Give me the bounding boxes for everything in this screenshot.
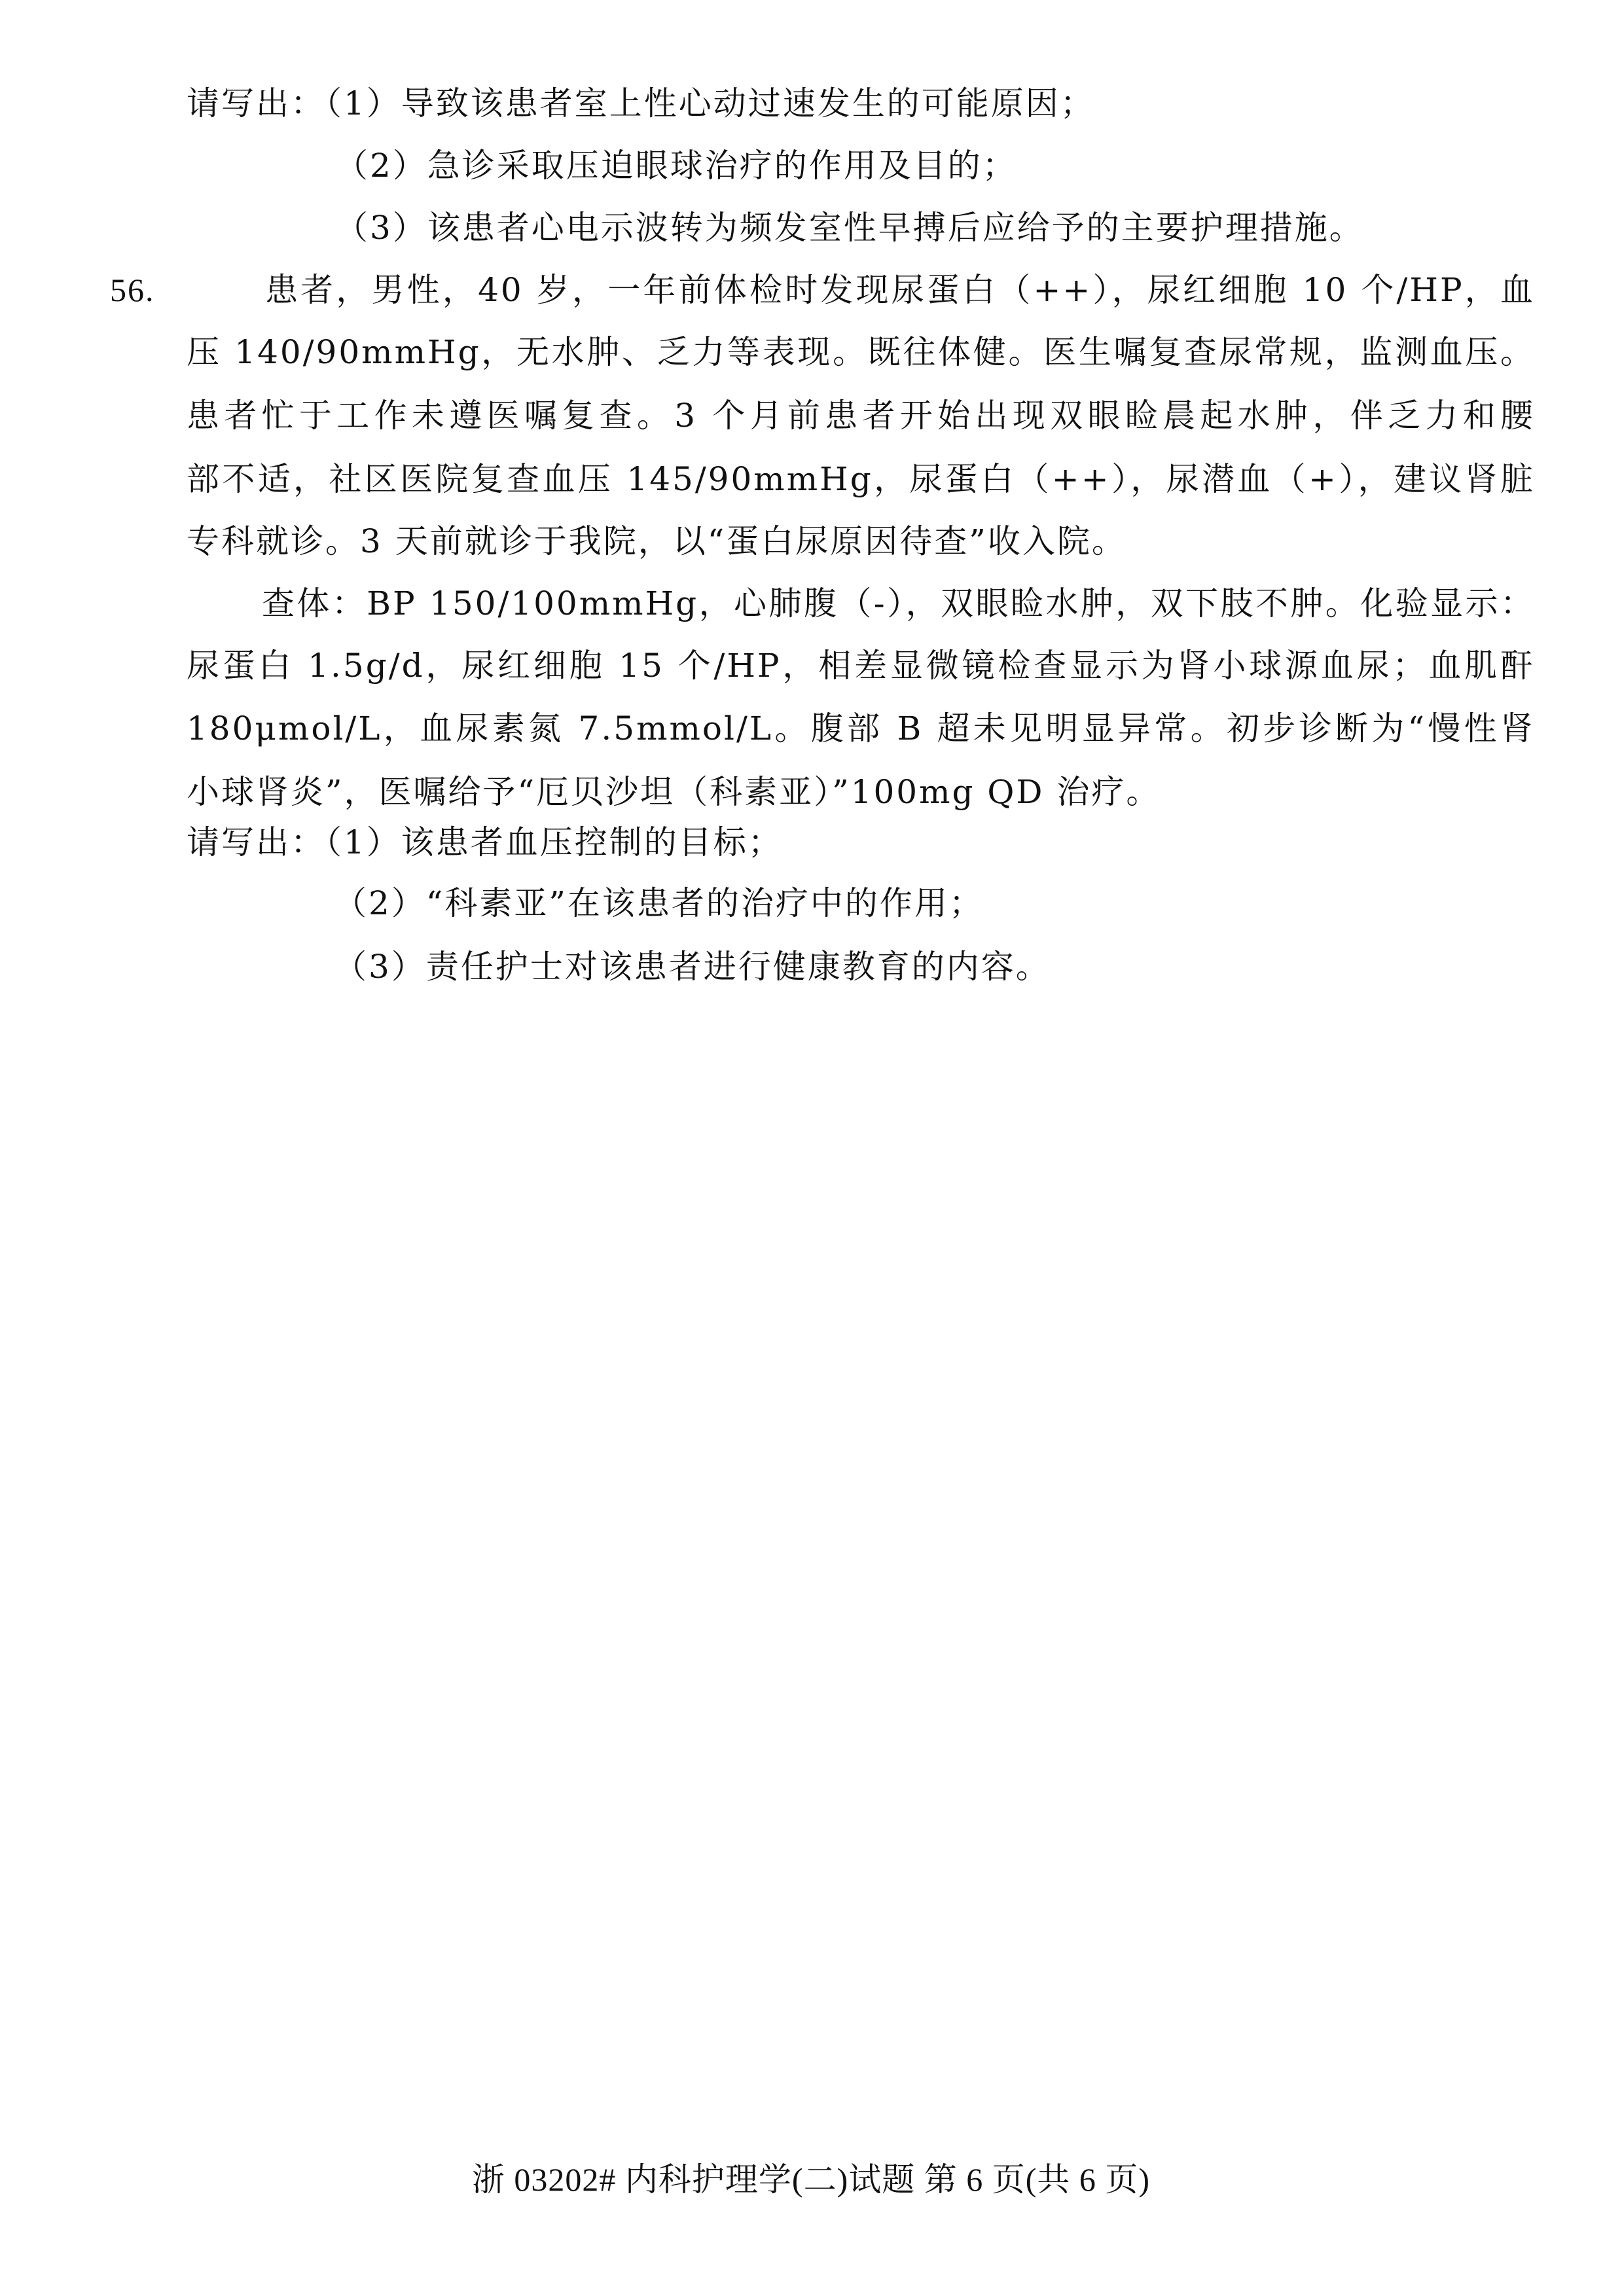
- prompt-item-3: （3）责任护士对该患者进行健康教育的内容。: [334, 948, 1051, 986]
- prev-question-prompt-1: [187, 84, 1095, 123]
- q56-para2-line-1: 查体：BP 150/100mmHg，心肺腹（-），双眼睑水肿，双下肢不肿。化验显示：: [262, 584, 1535, 622]
- prev-question-prompt-2: [335, 146, 1017, 185]
- prompt-item-2: （2）急诊采取压迫眼球治疗的作用及目的；: [335, 147, 1017, 185]
- q56-para1-line-4: 部不适，社区医院复查血压 145/90mmHg，尿蛋白（++），尿潜血（+），建议肾脏: [187, 460, 1535, 498]
- prompt-item-1: （1）该患者血压控制的目标；: [325, 823, 783, 861]
- question-number: 56.: [110, 272, 155, 308]
- prev-question-prompt-3: [335, 208, 1364, 247]
- q56-prompt-1: [187, 823, 783, 862]
- prompt-label: 请写出：: [187, 823, 325, 861]
- q56-para1-line-2: 压 140/90mmHg，无水肿、乏力等表现。既往体健。医生嘱复查尿常规，监测血压。: [187, 333, 1535, 371]
- prompt-item-2: （2）“科素亚”在该患者的治疗中的作用；: [334, 884, 984, 922]
- q56-prompt-2: [334, 884, 984, 923]
- q56-prompt-3: [334, 947, 1051, 986]
- q56-para1-line-5: 专科就诊。3 天前就诊于我院，以“蛋白尿原因待查”收入院。: [187, 522, 1126, 560]
- prompt-item-3: （3）该患者心电示波转为频发室性早搏后应给予的主要护理措施。: [335, 209, 1364, 247]
- prompt-item-1: （1）导致该患者室上性心动过速发生的可能原因；: [325, 84, 1095, 122]
- q56-para2-line-3: 180μmol/L，血尿素氮 7.5mmol/L。腹部 B 超未见明显异常。初步诊断为“慢性肾: [187, 709, 1535, 747]
- page-footer: 浙 03202# 内科护理学(二)试题 第 6 页(共 6 页): [471, 2161, 1151, 2198]
- q56-para1-line-3: 患者忙于工作未遵医嘱复查。3 个月前患者开始出现双眼睑晨起水肿，伴乏力和腰: [187, 397, 1535, 435]
- q56-para2-line-2: 尿蛋白 1.5g/d，尿红细胞 15 个/HP，相差显微镜检查显示为肾小球源血尿；血肌酐: [187, 647, 1535, 685]
- prompt-label: 请写出：: [187, 84, 325, 122]
- q56-para2-line-4: 小球肾炎”，医嘱给予“厄贝沙坦（科素亚）”100mg QD 治疗。: [187, 773, 1161, 811]
- q56-para1-line-1: 患者，男性，40 岁，一年前体检时发现尿蛋白（++），尿红细胞 10 个/HP，血: [265, 271, 1535, 309]
